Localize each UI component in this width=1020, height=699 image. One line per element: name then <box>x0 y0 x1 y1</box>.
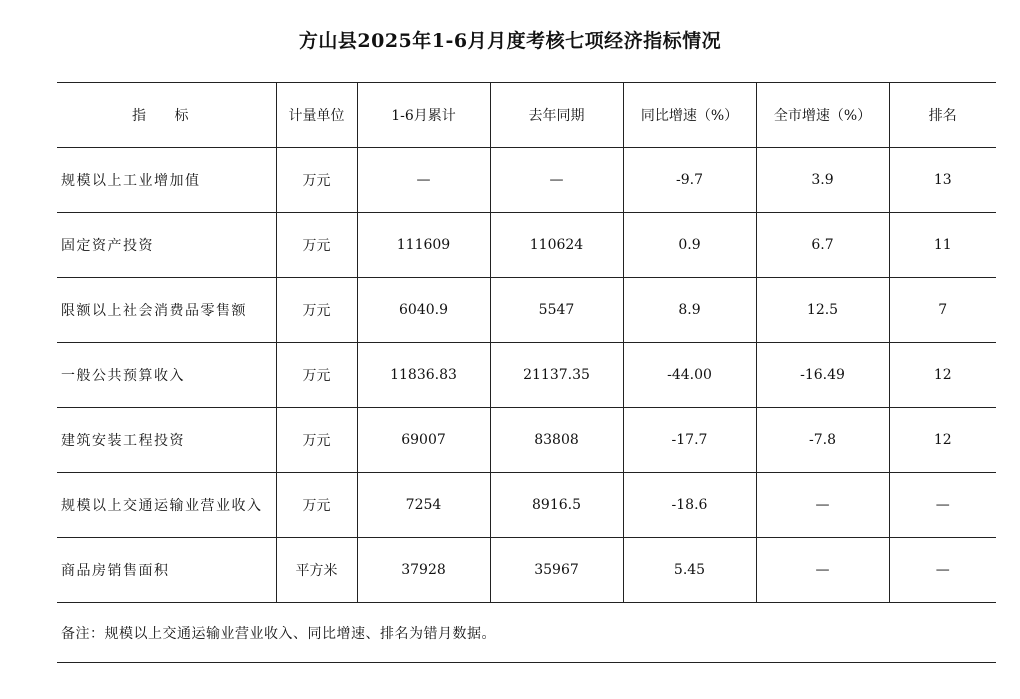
cell-last-year: 110624 <box>490 213 623 278</box>
header-last-year: 去年同期 <box>490 83 623 148</box>
cell-last-year: 35967 <box>490 538 623 603</box>
cell-rank: — <box>889 473 996 538</box>
cell-city-growth: 6.7 <box>756 213 889 278</box>
cell-city-growth: -7.8 <box>756 408 889 473</box>
cell-cumulative: — <box>357 148 490 213</box>
header-city-growth: 全市增速（%） <box>756 83 889 148</box>
cell-last-year: 8916.5 <box>490 473 623 538</box>
cell-indicator: 固定资产投资 <box>57 213 276 278</box>
table-row <box>57 278 996 343</box>
cell-rank: 7 <box>889 278 996 343</box>
cell-rank: 12 <box>889 343 996 408</box>
table-row <box>57 343 996 408</box>
cell-cumulative: 6040.9 <box>357 278 490 343</box>
cell-cumulative: 111609 <box>357 213 490 278</box>
indicator-table <box>57 82 996 603</box>
cell-indicator: 建筑安装工程投资 <box>57 408 276 473</box>
cell-cumulative: 69007 <box>357 408 490 473</box>
header-rank: 排名 <box>889 83 996 148</box>
cell-cumulative: 7254 <box>357 473 490 538</box>
cell-rank: 12 <box>889 408 996 473</box>
table-row <box>57 473 996 538</box>
cell-cumulative: 37928 <box>357 538 490 603</box>
cell-rank: 13 <box>889 148 996 213</box>
cell-rank: 11 <box>889 213 996 278</box>
cell-unit: 平方米 <box>276 538 357 603</box>
cell-city-growth: 12.5 <box>756 278 889 343</box>
cell-yoy-growth: 8.9 <box>623 278 756 343</box>
cell-unit: 万元 <box>276 213 357 278</box>
cell-cumulative: 11836.83 <box>357 343 490 408</box>
table-row <box>57 148 996 213</box>
cell-yoy-growth: 5.45 <box>623 538 756 603</box>
cell-yoy-growth: -18.6 <box>623 473 756 538</box>
cell-unit: 万元 <box>276 278 357 343</box>
page-title: 方山县2025年1-6月月度考核七项经济指标情况 <box>298 30 722 52</box>
cell-last-year: 83808 <box>490 408 623 473</box>
cell-city-growth: -16.49 <box>756 343 889 408</box>
cell-indicator: 规模以上交通运输业营业收入 <box>57 473 276 538</box>
cell-last-year: 21137.35 <box>490 343 623 408</box>
cell-last-year: 5547 <box>490 278 623 343</box>
table-row <box>57 213 996 278</box>
header-unit: 计量单位 <box>276 83 357 148</box>
header-indicator: 指 标 <box>57 83 276 148</box>
cell-yoy-growth: -44.00 <box>623 343 756 408</box>
cell-city-growth: 3.9 <box>756 148 889 213</box>
cell-yoy-growth: 0.9 <box>623 213 756 278</box>
table-header-row <box>57 83 996 148</box>
cell-indicator: 商品房销售面积 <box>57 538 276 603</box>
table-row <box>57 538 996 603</box>
cell-city-growth: — <box>756 473 889 538</box>
footnote: 备注：规模以上交通运输业营业收入、同比增速、排名为错月数据。 <box>61 626 496 642</box>
cell-indicator: 限额以上社会消费品零售额 <box>57 278 276 343</box>
cell-indicator: 一般公共预算收入 <box>57 343 276 408</box>
cell-indicator: 规模以上工业增加值 <box>57 148 276 213</box>
cell-yoy-growth: -9.7 <box>623 148 756 213</box>
header-cumulative: 1-6月累计 <box>357 83 490 148</box>
cell-unit: 万元 <box>276 473 357 538</box>
cell-city-growth: — <box>756 538 889 603</box>
cell-last-year: — <box>490 148 623 213</box>
table-row <box>57 408 996 473</box>
cell-rank: — <box>889 538 996 603</box>
cell-yoy-growth: -17.7 <box>623 408 756 473</box>
cell-unit: 万元 <box>276 343 357 408</box>
cell-unit: 万元 <box>276 148 357 213</box>
note-row <box>57 603 996 663</box>
header-yoy-growth: 同比增速（%） <box>623 83 756 148</box>
cell-unit: 万元 <box>276 408 357 473</box>
